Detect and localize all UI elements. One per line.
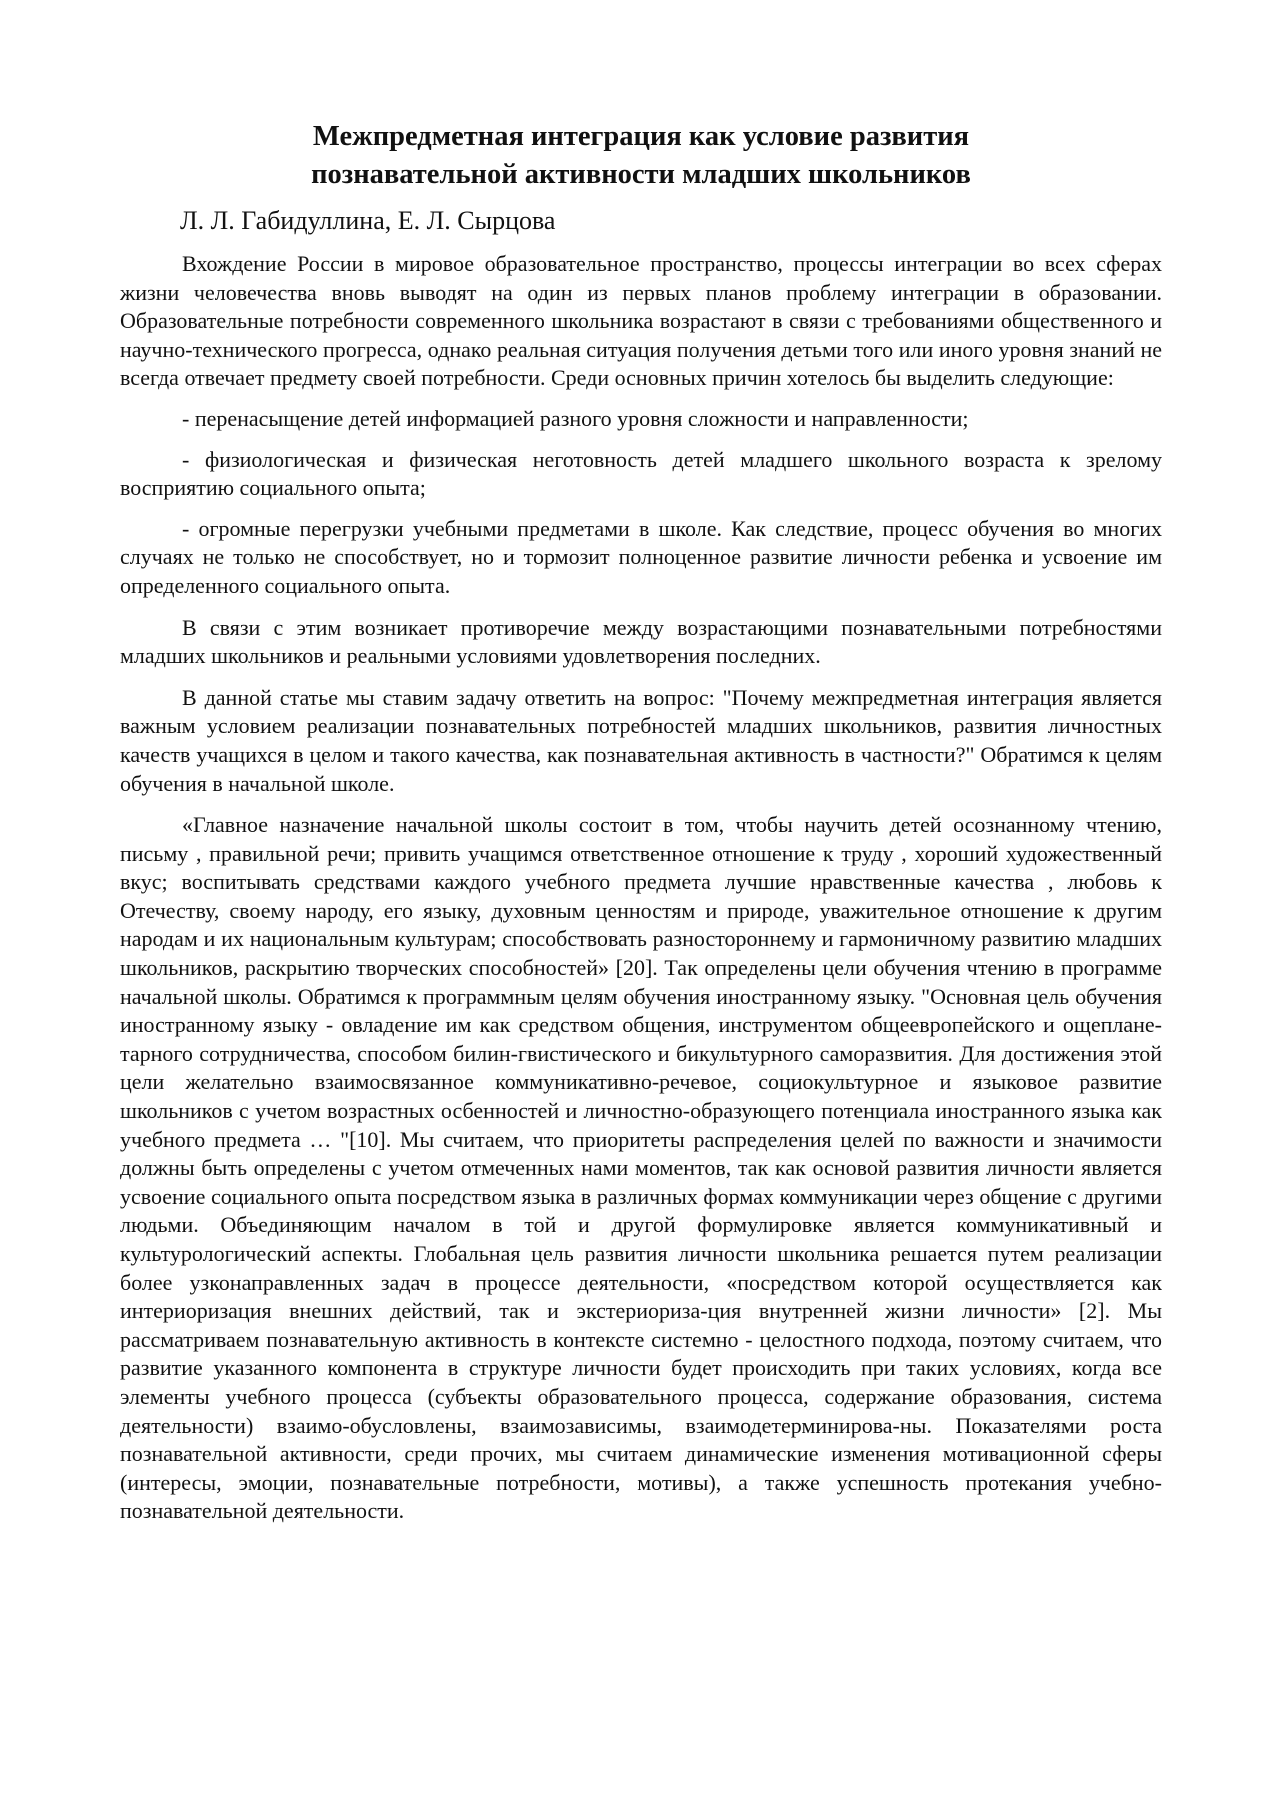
list-item-information-overload: - перенасыщение детей информацией разного уровня сложности и направленности;: [182, 405, 969, 431]
article-title: [120, 118, 1162, 194]
article-authors: Л. Л. Габидуллина, Е. Л. Сырцова: [180, 206, 556, 235]
article-title-line-1: Межпредметная интеграция как условие развития: [312, 121, 970, 152]
article-title-line-2: познавательной активности младших школьников: [311, 159, 971, 190]
paragraph-contradiction: В связи с этим возникает противоречие между возрастающими познавательными потребностями младших школьников и реальными условиями удовлетворения последних.: [120, 614, 1162, 669]
paragraph-question: В данной статье мы ставим задачу ответить на вопрос: "Почему межпредметная интеграция является важным условием реализации познавательных потребностей младших школьников, развития личностных качеств учащихся в целом и такого качества, как познавательная активность в частности?" Обратимся к целям обучения в начальной школе.: [120, 684, 1162, 796]
document-page: [120, 118, 1162, 1526]
list-item-subject-overload: - огромные перегрузки учебными предметами в школе. Как следствие, процесс обучения во многих случаях не только не способствует, но и тормозит полноценное развитие личности ребенка и усвоение им определенного социального опыта.: [120, 515, 1162, 598]
list-item-physiological-unreadiness: - физиологическая и физическая неготовность детей младшего школьного возраста к зрелому восприятию социального опыта;: [120, 446, 1162, 501]
paragraph-goals: «Главное назначение начальной школы состоит в том, чтобы научить детей осознанному чтению, письму , правильной речи; привить учащимся ответственное отношение к труду , хороший художественный вкус; воспитывать средствами каждого учебного предмета лучшие нравственные качества , любовь к Отечеству, своему народу, его языку, духовным ценностям и природе, уважительное отношение к другим народам и их национальным культурам; способствовать разностороннему и гармоничному развитию младших школьников, раскрытию творческих способностей» [20]. Так определены цели обучения чтению в программе начальной школы. Обратимся к программным целям обучения иностранному языку. "Основная цель обучения иностранному языку - овладение им как средством общения, инструментом общеевропейского и ощеплане-тарного сотрудничества, способом билин-гвистического и бикультурного саморазвития. Для достижения этой цели желательно взаимосвязанное коммуникативно-речевое, социокультурное и языковое развитие школьников с учетом возрастных осбенностей и личностно-образующего потенциала иностранного языка как учебного предмета … "[10]. Мы считаем, что приоритеты распределения целей по важности и значимости должны быть определены с учетом отмеченных нами моментов, так как основой развития личности является усвоение социального опыта посредством языка в различных формах коммуникации через общение с другими людьми. Объединяющим началом в той и другой формулировке является коммуникативный и культурологический аспекты. Глобальная цель развития личности школьника решается путем реализации более узконаправленных задач в процессе деятельности, «посредством которой осуществляется как интериоризация внешних действий, так и экстериориза-ция внутренней жизни личности» [2]. Мы рассматриваем познавательную активность в контексте системно - целостного подхода, поэтому считаем, что развитие указанного компонента в структуре личности будет происходить при таких условиях, когда все элементы учебного процесса (субъекты образовательного процесса, содержание образования, система деятельности) взаимо-обусловлены, взаимозависимы, взаимодетерминирова-ны. Показателями роста познавательной активности, среди прочих, мы считаем динамические изменения мотивационной сферы (интересы, эмоции, познавательные потребности, мотивы), а также успешность протекания учебно-познавательной деятельности.: [120, 812, 1162, 1524]
paragraph-intro: Вхождение России в мировое образовательное пространство, процессы интеграции во всех сферах жизни человечества вновь выводят на один из первых планов проблему интеграции в образовании. Образовательные потребности современного школьника возрастают в связи с требованиями общественного и научно-технического прогресса, однако реальная ситуация получения детьми того или иного уровня знаний не всегда отвечает предмету своей потребности. Среди основных причин хотелось бы выделить следующие:: [120, 251, 1162, 391]
